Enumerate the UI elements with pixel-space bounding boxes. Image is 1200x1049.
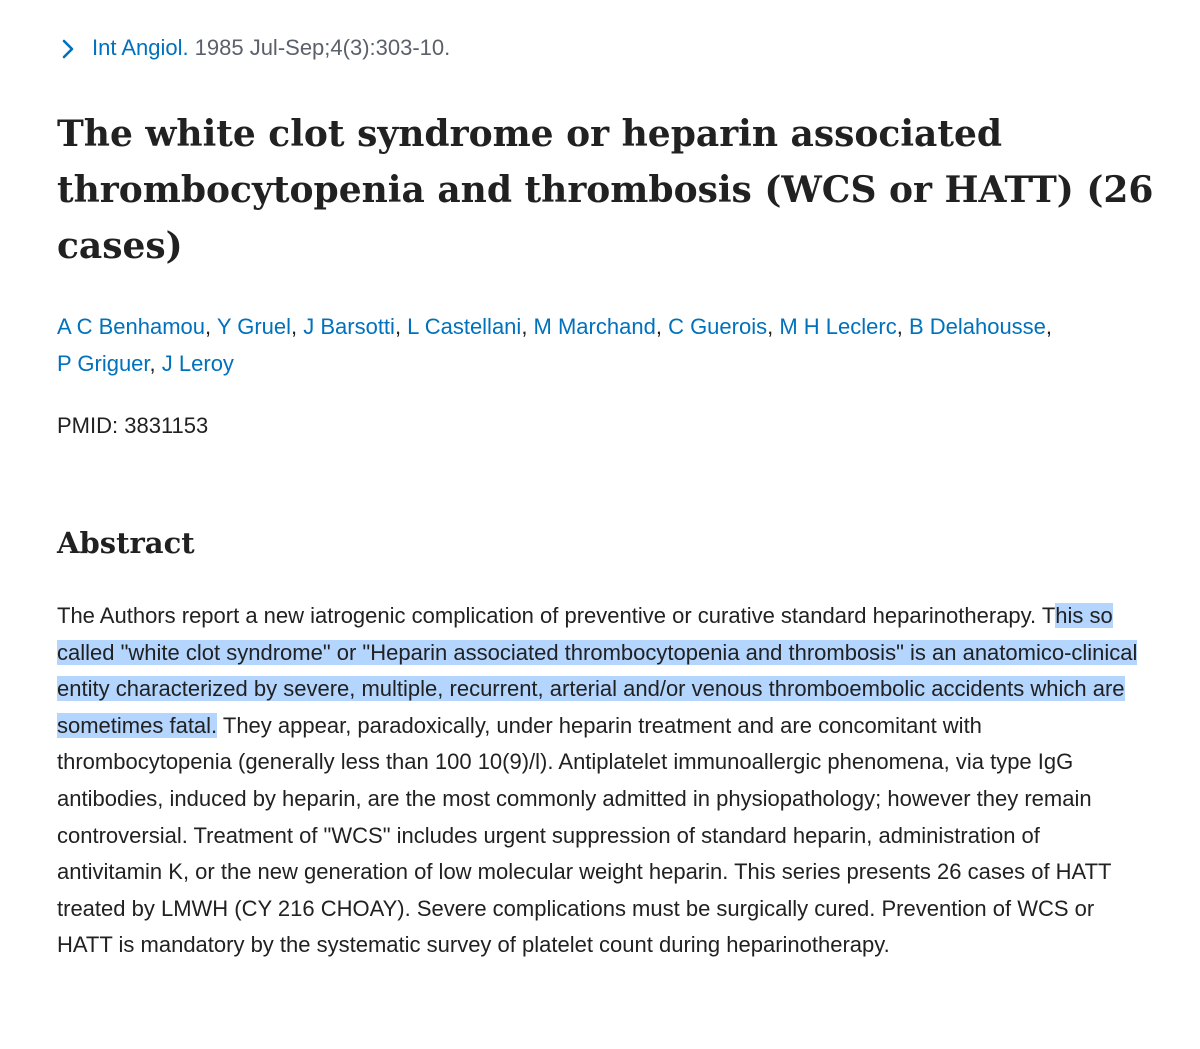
author-link[interactable]: P Griguer	[57, 351, 150, 376]
journal-issue-info: 1985 Jul-Sep;4(3):303-10.	[194, 35, 451, 60]
author-link[interactable]: L Castellani	[407, 314, 522, 339]
journal-citation	[57, 30, 450, 66]
author-separator: ,	[521, 314, 534, 339]
author-link[interactable]: B Delahousse	[908, 314, 1046, 339]
article-title: The white clot syndrome or heparin associated thrombocytopenia and thrombosis (WCS or HATT) (26 cases)	[57, 113, 1154, 267]
abstract-text-end: They appear, paradoxically, under heparin treatment and are concomitant with thrombocytopenia (generally less than 100 10(9)/l). Antiplatelet immunoallergic phenomena, via type IgG antibodies, induced by heparin, are the most commonly admitted in physiopathology; however they remain controversial. Treatment of "WCS" includes urgent suppression of standard heparin, administration of antivitamin K, or the new generation of low molecular weight heparin. This series presents 26 cases of HATT treated by LMWH (CY 216 CHOAY). Severe complications must be surgically cured. Prevention of WCS or HATT is mandatory by the systematic survey of platelet count during heparinotherapy.	[57, 712, 1112, 958]
author-link[interactable]: J Leroy	[161, 351, 234, 376]
pmid-value: 3831153	[124, 413, 209, 438]
author-separator: ,	[149, 351, 162, 376]
author-link[interactable]: A C Benhamou	[57, 314, 205, 339]
author-link[interactable]: C Guerois	[668, 314, 768, 339]
abstract-heading: Abstract	[57, 526, 195, 560]
author-separator: ,	[896, 314, 909, 339]
author-separator: ,	[767, 314, 780, 339]
author-link[interactable]: M H Leclerc	[779, 314, 897, 339]
abstract-text-start: The Authors report a new iatrogenic complication of preventive or curative standard heparinotherapy. T	[57, 603, 1056, 628]
pmid-label: PMID:	[57, 413, 119, 438]
abstract-text	[57, 598, 1147, 964]
author-link[interactable]: M Marchand	[533, 314, 656, 339]
author-separator: ,	[394, 314, 408, 339]
author-link[interactable]: Y Gruel	[216, 314, 291, 339]
author-link[interactable]: J Barsotti	[303, 314, 395, 339]
journal-link[interactable]: Int Angiol.	[92, 35, 189, 60]
author-separator: ,	[1045, 314, 1053, 339]
pmid	[57, 408, 208, 444]
author-separator: ,	[655, 314, 669, 339]
author-separator: ,	[204, 314, 217, 339]
author-list	[57, 308, 1057, 382]
chevron-right-icon[interactable]	[57, 38, 79, 60]
author-separator: ,	[291, 314, 304, 339]
selected-text-highlight: his so called "white clot syndrome" or "Heparin associated thrombocytopenia and thrombosis" is an anatomico-clinical entity characterized by severe, multiple, recurrent, arterial and/or venous thromboembolic accidents which are sometimes fatal.	[57, 603, 1138, 738]
